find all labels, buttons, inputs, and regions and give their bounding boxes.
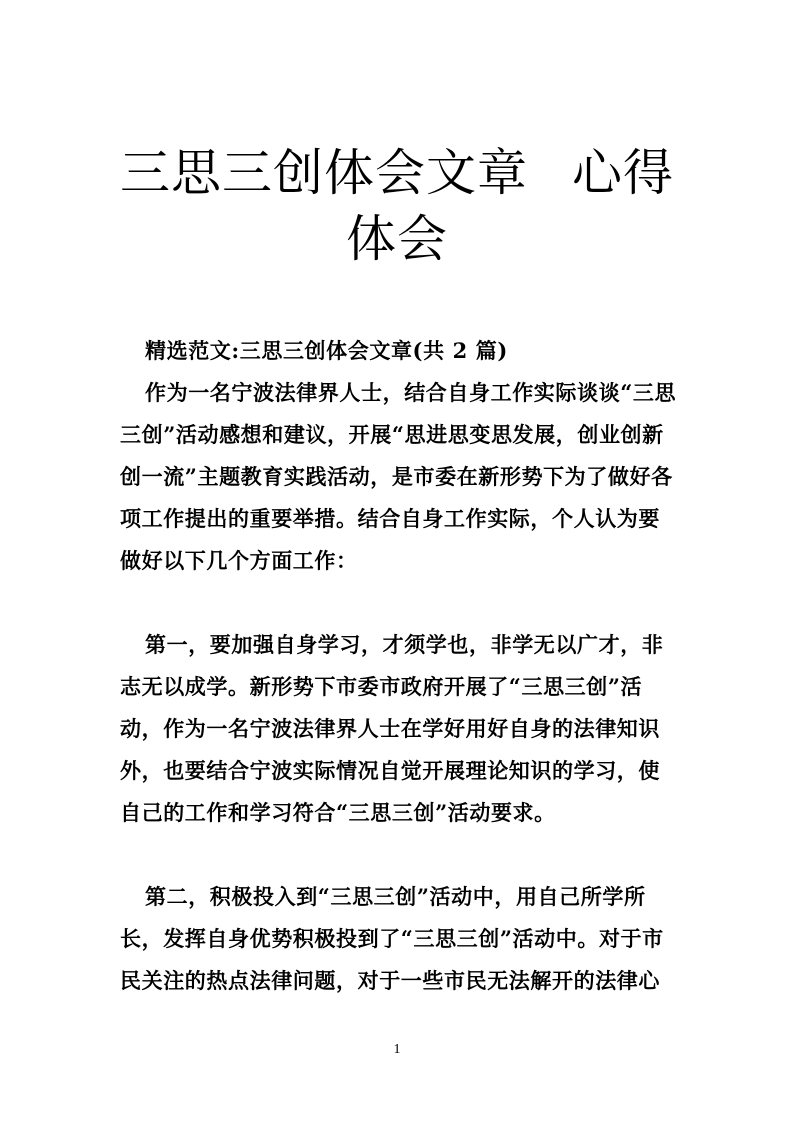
paragraph-line: 作为一名宁波法律界人士，结合自身工作实际谈谈“三思 [145,380,677,405]
document-body [120,330,677,1002]
paragraph-line: 志无以成学。新形势下市委市政府开展了“三思三创”活 [120,674,643,699]
paragraph-line: 三创”活动感想和建议，开展“思进思变思发展，创业创新 [120,422,664,447]
paragraph-line: 长，发挥自身优势积极投到了“三思三创”活动中。对于市 [120,926,664,951]
paragraph-line: 动，作为一名宁波法律界人士在学好用好自身的法律知识 [120,716,660,741]
document-title [100,140,694,272]
title-part-1: 三思三创体会文章 [120,144,528,202]
title-line-2: 体会 [346,210,448,268]
paragraph-spacer [120,834,666,876]
paragraph-line: 项工作提出的重要举措。结合自身工作实际，个人认为要 [120,506,660,531]
title-part-2: 心得 [572,144,674,202]
paragraph-second-point [120,876,666,1002]
paragraph-line: 外，也要结合宁波实际情况自觉开展理论知识的学习，使 [120,758,660,783]
page-number: 1 [393,1042,401,1057]
paragraph-spacer [120,582,666,624]
paragraph-line: 做好以下几个方面工作： [120,548,358,573]
paragraph-intro [120,372,677,582]
paragraph-first-point [120,624,666,834]
paragraph-line: 自己的工作和学习符合“三思三创”活动要求。 [120,800,556,825]
paragraph-line: 创一流”主题教育实践活动，是市委在新形势下为了做好各 [120,464,673,489]
paragraph-line: 第一，要加强自身学习，才须学也，非学无以广才，非 [145,632,664,657]
paragraph-line: 第二，积极投入到“三思三创”活动中，用自己所学所 [145,884,646,909]
paragraph-line: 民关注的热点法律问题，对于一些市民无法解开的法律心 [120,968,660,993]
subtitle: 精选范文:三思三创体会文章(共 2 篇) [145,338,508,363]
